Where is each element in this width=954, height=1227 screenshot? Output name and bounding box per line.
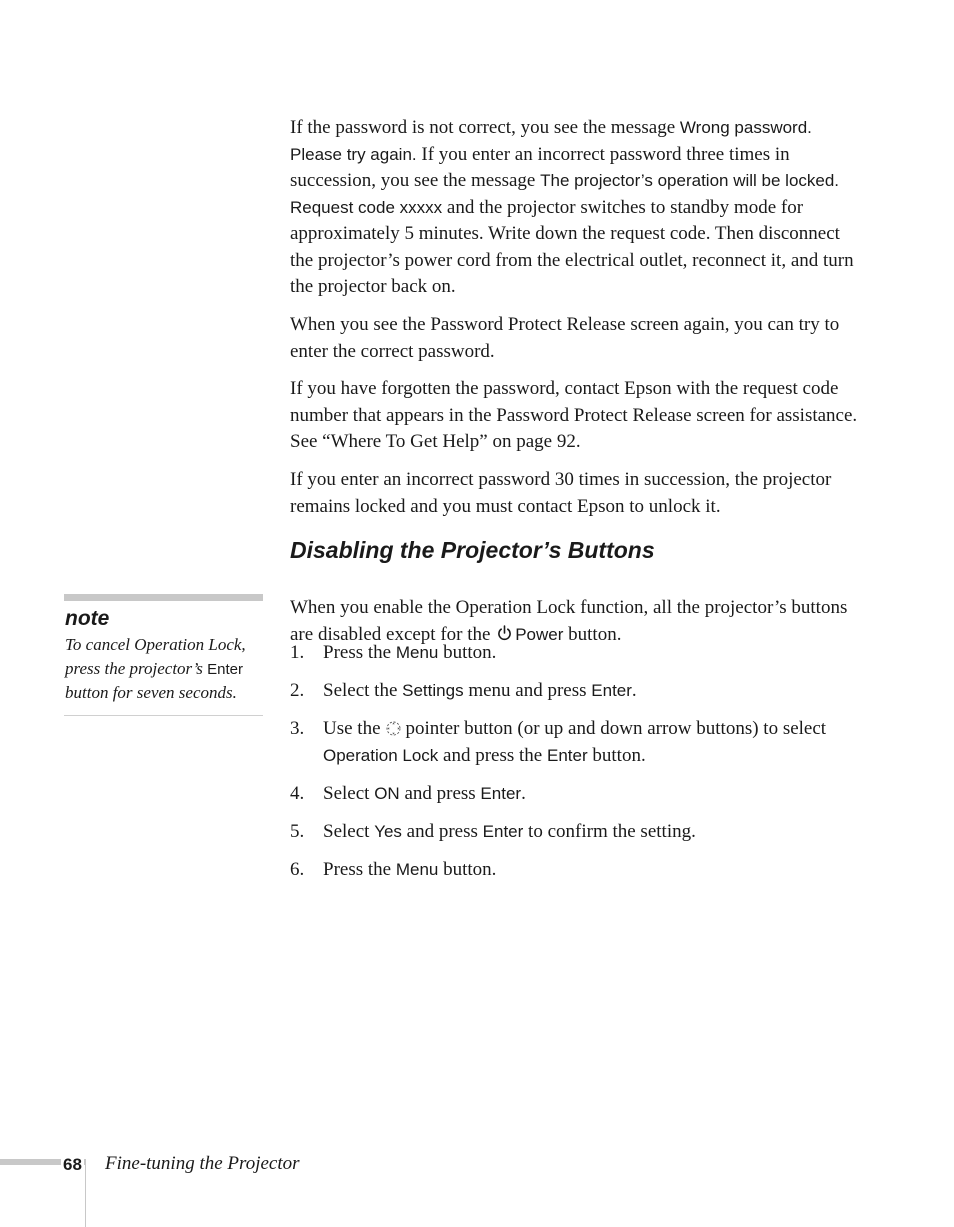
note-title: note <box>65 607 110 630</box>
ui-text-enter: Enter <box>482 821 524 841</box>
ui-text-enter: Enter <box>207 660 243 678</box>
section-heading: Disabling the Projector’s Buttons <box>290 537 655 563</box>
paragraph-release-screen: When you see the Password Protect Release screen again, you can try to enter the correct password. <box>290 314 840 362</box>
ui-text-wrong-password: Wrong password. Please try again. <box>290 118 812 164</box>
ui-text-enter: Enter <box>591 681 632 700</box>
ui-text-locked-message: The projector’s operation will be locked. Request code xxxxx <box>290 171 840 217</box>
step-item: 6. Press the Menu button. <box>290 858 497 880</box>
footer-vertical-rule <box>85 1159 86 1227</box>
paragraph-thirty-attempts: If you enter an incorrect password 30 times in succession, the projector remains locked and you must contact Epson to unlock it. <box>290 469 832 517</box>
note-divider-bar <box>64 594 263 601</box>
steps-list <box>290 640 860 895</box>
ui-text-yes: Yes <box>374 821 402 841</box>
side-note <box>64 594 263 716</box>
note-bottom-rule <box>64 715 263 716</box>
chapter-title: Fine-tuning the Projector <box>105 1153 300 1174</box>
ui-text-power: Power <box>515 624 564 644</box>
ui-text-menu: Menu <box>395 859 439 879</box>
power-icon <box>497 625 512 641</box>
ui-text-on: ON <box>374 783 400 803</box>
ui-text-enter: Enter <box>480 783 522 803</box>
step-item: 5. Select Yes and press Enter to confirm the setting. <box>290 820 696 842</box>
pointer-icon <box>385 720 402 737</box>
paragraph-wrong-password: If the password is not correct, you see the message Wrong password. Please try again. If you enter an incorrect password three times in succession, you see the message The projector’s operation will be locked. Request code xxxxx and the projector switches to standby mode for approximately 5 minutes. Write down the request code. Then disconnect the projector’s power cord from the electrical outlet, reconnect it, and turn the projector back on. <box>290 117 854 297</box>
ui-text-menu: Menu <box>395 643 439 662</box>
paragraph-forgotten-password: If you have forgotten the password, contact Epson with the request code number that appears in the Password Protect Release screen for assistance. See “Where To Get Help” on page 92. <box>290 378 858 452</box>
ui-text-operation-lock: Operation Lock <box>323 745 439 765</box>
step-item: 3. Use the pointer button (or up and down arrow buttons) to select Operation Lock and press the Enter button. <box>290 718 827 766</box>
section-intro: When you enable the Operation Lock function, all the projector’s buttons are disabled except for the Power button. <box>290 597 848 645</box>
ui-text-enter: Enter <box>547 745 588 765</box>
step-item: 2. Select the Settings menu and press Enter. <box>290 680 637 701</box>
step-item: 1. Press the Menu button. <box>290 642 497 663</box>
page-number: 68 <box>63 1155 82 1174</box>
ui-text-settings: Settings <box>402 681 464 700</box>
step-item: 4. Select ON and press Enter. <box>290 782 526 804</box>
note-text: To cancel Operation Lock, press the projector’s Enter button for seven seconds. <box>65 635 246 702</box>
